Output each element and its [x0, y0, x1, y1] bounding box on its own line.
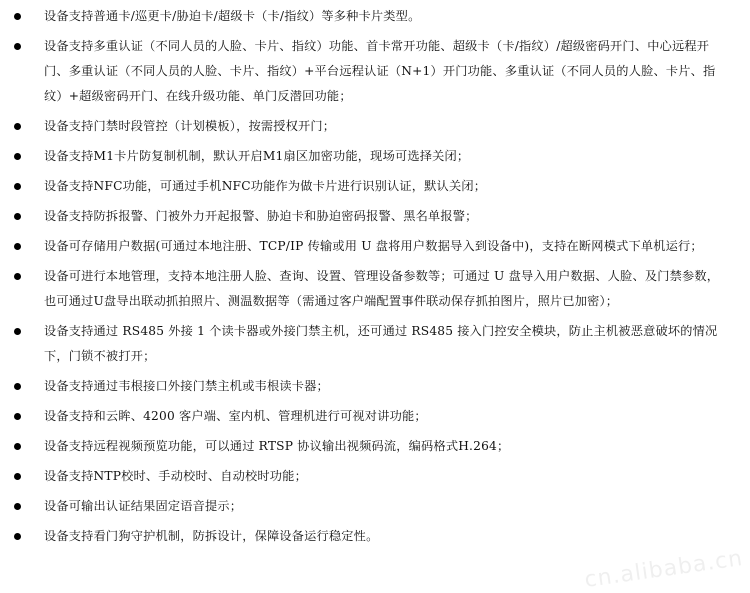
feature-text: 设备支持NFC功能，可通过手机NFC功能作为做卡片进行识别认证，默认关闭； [44, 179, 487, 193]
feature-item-11 [0, 404, 750, 429]
bullet-icon [14, 413, 21, 420]
bullet-icon [14, 328, 21, 335]
feature-item-2 [0, 34, 750, 109]
feature-item-12 [0, 434, 750, 459]
feature-item-4 [0, 144, 750, 169]
feature-text: 设备支持M1卡片防复制机制，默认开启M1扇区加密功能，现场可选择关闭； [44, 149, 470, 163]
feature-item-3 [0, 114, 750, 139]
feature-text: 设备支持门禁时段管控（计划模板），按需授权开门； [44, 119, 336, 133]
feature-text: 设备可输出认证结果固定语音提示； [44, 499, 243, 513]
feature-text: 设备支持NTP校时、手动校时、自动校时功能； [44, 469, 307, 483]
feature-text: 设备支持看门狗守护机制，防拆设计，保障设备运行稳定性。 [44, 529, 379, 543]
bullet-icon [14, 213, 21, 220]
bullet-icon [14, 153, 21, 160]
bullet-icon [14, 383, 21, 390]
feature-list [0, 4, 750, 554]
feature-text: 设备支持多重认证（不同人员的人脸、卡片、指纹）功能、首卡常开功能、超级卡（卡/指纹）/超级密码开门、中心远程开门、多重认证（不同人员的人脸、卡片、指纹）+平台远程认证（N+1）开门功能、多重认证（不同人员的人脸、卡片、指纹）+超级密码开门、在线升级功能、单门反潜回功能； [44, 39, 716, 103]
watermark: cn.alibaba.cn [583, 546, 745, 593]
bullet-icon [14, 43, 21, 50]
feature-text: 设备支持通过 RS485 外接 1 个读卡器或外接门禁主机，还可通过 RS485 接入门控安全模块，防止主机被恶意破坏的情况下，门锁不被打开； [44, 324, 718, 363]
bullet-icon [14, 13, 21, 20]
bullet-icon [14, 183, 21, 190]
feature-text: 设备支持远程视频预览功能，可以通过 RTSP 协议输出视频码流，编码格式H.264； [44, 439, 510, 453]
feature-item-9 [0, 319, 750, 369]
bullet-icon [14, 443, 21, 450]
bullet-icon [14, 533, 21, 540]
feature-item-8 [0, 264, 750, 314]
bullet-icon [14, 243, 21, 250]
feature-item-14 [0, 494, 750, 519]
feature-text: 设备可存储用户数据(可通过本地注册、TCP/IP 传输或用 U 盘将用户数据导入到设备中)，支持在断网模式下单机运行； [44, 239, 703, 253]
feature-item-13 [0, 464, 750, 489]
feature-item-7 [0, 234, 750, 259]
feature-text: 设备可进行本地管理，支持本地注册人脸、查询、设置、管理设备参数等；可通过 U 盘导入用户数据、人脸、及门禁参数，也可通过U盘导出联动抓拍照片、测温数据等（需通过客户端配置事件联动保存抓拍图片，照片已加密）； [44, 269, 720, 308]
feature-text: 设备支持通过韦根接口外接门禁主机或韦根读卡器； [44, 379, 329, 393]
bullet-icon [14, 123, 21, 130]
feature-item-6 [0, 204, 750, 229]
feature-item-10 [0, 374, 750, 399]
feature-text: 设备支持防拆报警、门被外力开起报警、胁迫卡和胁迫密码报警、黑名单报警； [44, 209, 478, 223]
bullet-icon [14, 273, 21, 280]
bullet-icon [14, 473, 21, 480]
bullet-icon [14, 503, 21, 510]
feature-item-1 [0, 4, 750, 29]
feature-text: 设备支持和云眸、4200 客户端、室内机、管理机进行可视对讲功能； [44, 409, 427, 423]
feature-item-5 [0, 174, 750, 199]
feature-item-15 [0, 524, 750, 549]
feature-text: 设备支持普通卡/巡更卡/胁迫卡/超级卡（卡/指纹）等多种卡片类型。 [44, 9, 421, 23]
